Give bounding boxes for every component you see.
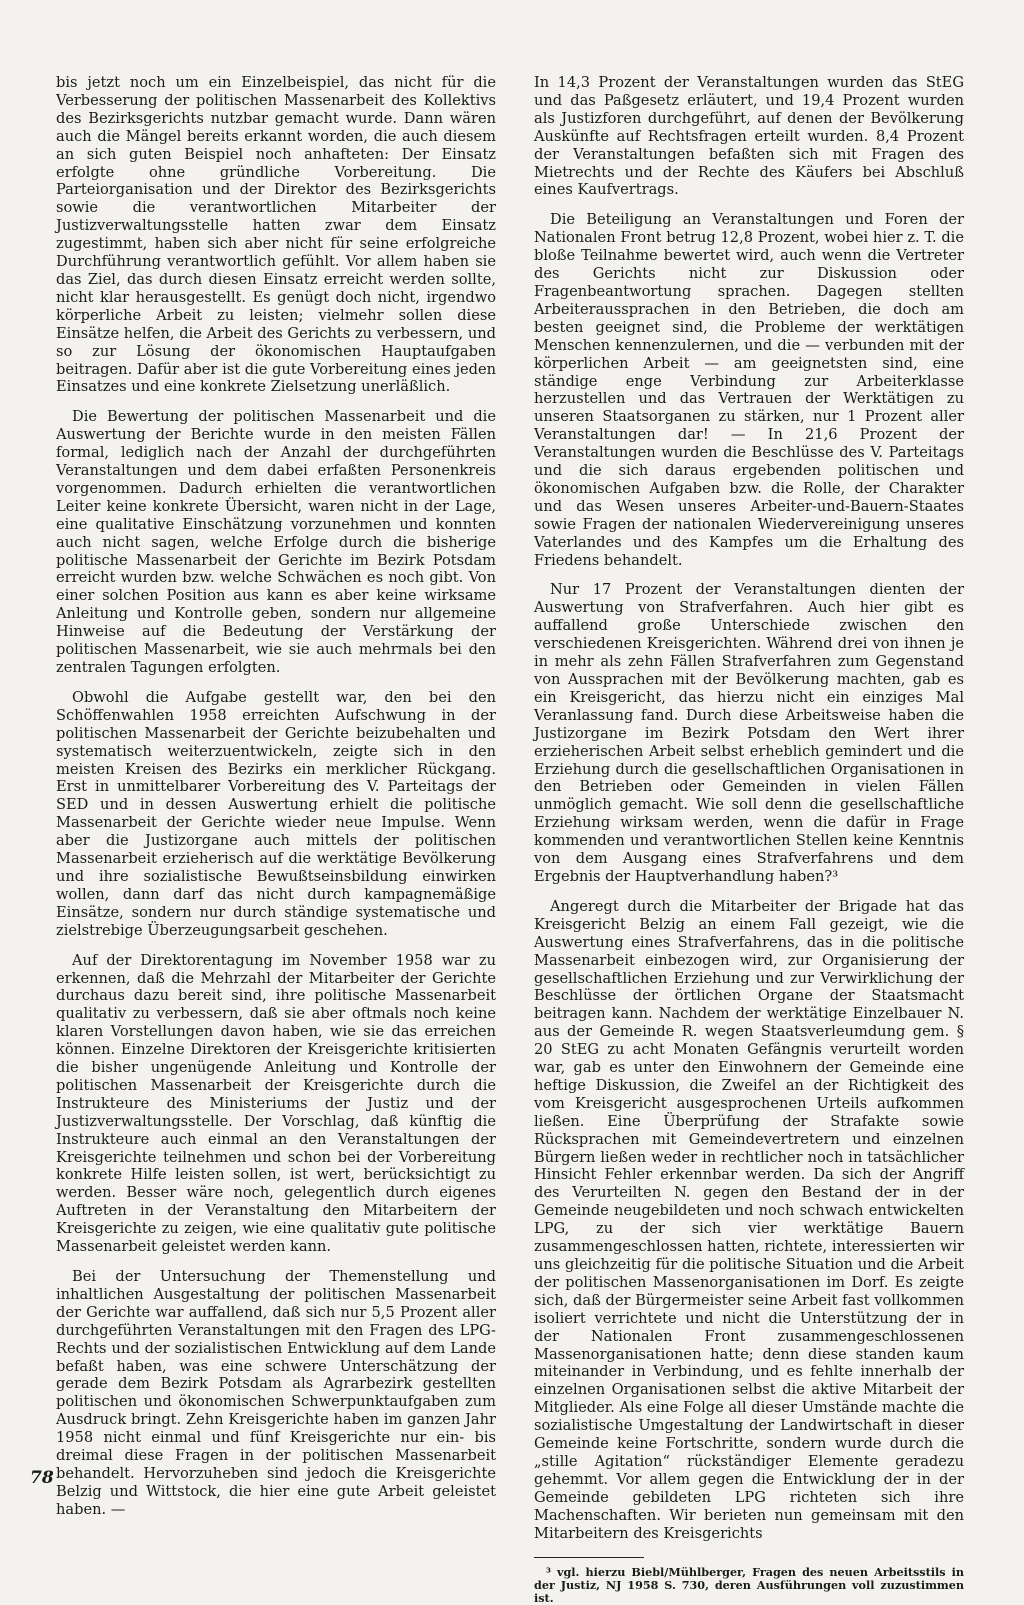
paragraph: Auf der Direktorentagung im November 1958 war zu erkennen, daß die Mehrzahl der Mitarbeiter der Gerichte durchaus dazu bereit sind, ihre politische Massenarbeit qualitativ zu verbessern, daß sie aber oftmals noch keine klaren Vorstellungen davon haben, wie sie das erreichen können. Einzelne Direktoren der Kreisgerichte kritisierten die bisher ungenügende Anleitung und Kontrolle der politischen Massenarbeit der Kreisgerichte durch die Instrukteure des Ministeriums der Justiz und der Justizverwaltungsstelle. Der Vorschlag, daß künftig die Instrukteure auch einmal an den Veranstaltungen der Kreisgerichte teilnehmen und schon bei der Vorbereitung konkrete Hilfe leisten sollen, ist wert, berücksichtigt zu werden. Besser wäre noch, gelegentlich durch eigenes Auftreten in der Veranstaltung den Mitarbeitern der Kreisgerichte zu zeigen, wie eine qualitativ gute politische Massenarbeit geleistet werden kann.: [56, 952, 496, 1256]
paragraph: Nur 17 Prozent der Veranstaltungen dienten der Auswertung von Strafverfahren. Auch hier gibt es auffallend große Unterschiede zwischen den verschiedenen Kreisgerichten. Während drei von ihnen je in mehr als zehn Fällen Strafverfahren zum Gegenstand von Aussprachen mit der Bevölkerung machten, gab es ein Kreisgericht, das hierzu nicht ein einziges Mal Veranlassung fand. Durch diese Arbeitsweise haben die Justizorgane im Bezirk Potsdam den Wert ihrer erzieherischen Arbeit selbst erheblich gemindert und die Erziehung durch die gesellschaftlichen Organisationen in den Betrieben oder Gemeinden in vielen Fällen unmöglich gemacht. Wie soll denn die gesellschaftliche Erziehung wirksam werden, wenn die dafür in Frage kommenden und verantwortlichen Stellen keine Kenntnis von dem Ausgang eines Strafverfahrens und dem Ergebnis der Hauptverhandlung haben?³: [534, 581, 964, 885]
page-number: 78: [30, 1468, 54, 1488]
paragraph: Bei der Untersuchung der Themenstellung und inhaltlichen Ausgestaltung der politischen Massenarbeit der Gerichte war auffallend, daß sich nur 5,5 Prozent aller durchgeführten Veranstaltungen mit den Fragen des LPG-Rechts und der sozialistischen Entwicklung auf dem Lande befaßt haben, was eine schwere Unterschätzung der gerade dem Bezirk Potsdam als Agrarbezirk gestellten politischen und ökonomischen Schwerpunktaufgaben zum Ausdruck bringt. Zehn Kreisgerichte haben im ganzen Jahr 1958 nicht einmal und fünf Kreisgerichte nur ein- bis dreimal diese Fragen in der politischen Massenarbeit behandelt. Hervorzuheben sind jedoch die Kreisgerichte Belzig und Wittstock, die hier eine gute Arbeit geleistet haben. —: [56, 1268, 496, 1519]
paragraph: bis jetzt noch um ein Einzelbeispiel, das nicht für die Verbesserung der politischen Massenarbeit des Kollektivs des Bezirksgerichts nutzbar gemacht wurde. Dann wären auch die Mängel bereits erkannt worden, die auch diesem an sich guten Beispiel noch anhafteten: Der Einsatz erfolgte ohne gründliche Vorbereitung. Die Parteiorganisation und der Direktor des Bezirksgerichts sowie die verantwortlichen Mitarbeiter der Justizverwaltungsstelle hatten zwar dem Einsatz zugestimmt, haben sich aber nicht für seine erfolgreiche Durchführung verantwortlich gefühlt. Vor allem haben sie das Ziel, das durch diesen Einsatz erreicht werden sollte, nicht klar herausgestellt. Es genügt doch nicht, irgendwo körperliche Arbeit zu leisten; vielmehr sollen diese Einsätze helfen, die Arbeit des Gerichts zu verbessern, und so zur Lösung der ökonomischen Hauptaufgaben beitragen. Dafür aber ist die gute Vorbereitung eines jeden Einsatzes und eine konkrete Zielsetzung unerläßlich.: [56, 74, 496, 396]
paragraph: Obwohl die Aufgabe gestellt war, den bei den Schöffenwahlen 1958 erreichten Aufschwung in der politischen Massenarbeit der Gerichte beizubehalten und systematisch weiterzuentwickeln, zeigte sich in den meisten Kreisen des Bezirks ein merklicher Rückgang. Erst in unmittelbarer Vorbereitung des V. Parteitags der SED und in dessen Auswertung erhielt die politische Massenarbeit der Gerichte wieder neue Impulse. Wenn aber die Justizorgane auch mittels der politischen Massenarbeit erzieherisch auf die werktätige Bevölkerung und ihre sozialistische Bewußtseinsbildung einwirken wollen, dann darf das nicht durch kampagnemäßige Einsätze, sondern nur durch ständige systematische und zielstrebige Überzeugungsarbeit geschehen.: [56, 689, 496, 940]
footnote: ³ vgl. hierzu Biebl/Mühlberger, Fragen des neuen Arbeitsstils in der Justiz, NJ 1958 S. 730, deren Ausführungen voll zuzustimmen ist.: [534, 1566, 964, 1605]
paragraph: Die Bewertung der politischen Massenarbeit und die Auswertung der Berichte wurde in den meisten Fällen formal, lediglich nach der Anzahl der durchgeführten Veranstaltungen und dem dabei erfaßten Personenkreis vorgenommen. Dadurch erhielten die verantwortlichen Leiter keine konkrete Übersicht, waren nicht in der Lage, eine qualitative Einschätzung vorzunehmen und konnten auch nicht sagen, welche Erfolge durch die bisherige politische Massenarbeit der Gerichte im Bezirk Potsdam erreicht wurden bzw. welche Schwächen es noch gibt. Von einer solchen Position aus kann es aber keine wirksame Anleitung und Kontrolle geben, sondern nur allgemeine Hinweise auf die Bedeutung der Verstärkung der politischen Massenarbeit, wie sie auch mehrmals bei den zentralen Tagungen erfolgten.: [56, 408, 496, 677]
right-column: [534, 74, 964, 1605]
paragraph: Die Beteiligung an Veranstaltungen und Foren der Nationalen Front betrug 12,8 Prozent, wobei hier z. T. die bloße Teilnahme bewertet wird, auch wenn die Vertreter des Gerichts nicht zur Diskussion oder Fragenbeantwortung sprachen. Dagegen stellten Arbeiteraussprachen in den Betrieben, die doch am besten geeignet sind, die Probleme der werktätigen Menschen kennenzulernen, und die — verbunden mit der körperlichen Arbeit — am geeignetsten sind, eine ständige enge Verbindung zur Arbeiterklasse herzustellen und das Vertrauen der Werktätigen zu unseren Staatsorganen zu stärken, nur 1 Prozent aller Veranstaltungen dar! — In 21,6 Prozent der Veranstaltungen wurden die Beschlüsse des V. Parteitags und die sich daraus ergebenden politischen und ökonomischen Aufgaben bzw. die Rolle, der Charakter und das Wesen unseres Arbeiter-und-Bauern-Staates sowie Fragen der nationalen Wiedervereinigung unseres Vaterlandes und des Kampfes um die Erhaltung des Friedens behandelt.: [534, 211, 964, 569]
paragraph: In 14,3 Prozent der Veranstaltungen wurden das StEG und das Paßgesetz erläutert, und 19,4 Prozent wurden als Justizforen durchgeführt, auf denen der Bevölkerung Auskünfte auf Rechtsfragen erteilt wurden. 8,4 Prozent der Veranstaltungen befaßten sich mit Fragen des Mietrechts und der Rechte des Käufers bei Abschluß eines Kaufvertrags.: [534, 74, 964, 199]
paragraph: Angeregt durch die Mitarbeiter der Brigade hat das Kreisgericht Belzig an einem Fall gezeigt, wie die Auswertung eines Strafverfahrens, das in die politische Massenarbeit einbezogen wird, zur Organisierung der gesellschaftlichen Erziehung und zur Verwirklichung der Beschlüsse der örtlichen Organe der Staatsmacht beitragen kann. Nachdem der werktätige Einzelbauer N. aus der Gemeinde R. wegen Staatsverleumdung gem. § 20 StEG zu acht Monaten Gefängnis verurteilt worden war, gab es unter den Einwohnern der Gemeinde eine heftige Diskussion, die Zweifel an der Richtigkeit des vom Kreisgericht ausgesprochenen Urteils aufkommen ließen. Eine Überprüfung der Strafakte sowie Rücksprachen mit Gemeindevertretern und einzelnen Bürgern ließen weder in rechtlicher noch in tatsächlicher Hinsicht Fehler erkennbar werden. Da sich der Angriff des Verurteilten N. gegen den Bestand der in der Gemeinde neugebildeten und noch schwach entwickelten LPG, zu der sich vier werktätige Bauern zusammengeschlossen hatten, richtete, interessierten wir uns gleichzeitig für die politische Situation und die Arbeit der politischen Massenorganisationen im Dorf. Es zeigte sich, daß der Bürgermeister seine Arbeit fast vollkommen isoliert verrichtete und nicht die Unterstützung der in der Nationalen Front zusammengeschlossenen Massenorganisationen hatte; denn diese standen kaum miteinander in Verbindung, und es fehlte innerhalb der einzelnen Organisationen selbst die aktive Mitarbeit der Mitglieder. Als eine Folge all dieser Umstände machte die sozialistische Umgestaltung der Landwirtschaft in dieser Gemeinde keine Fortschritte, sondern wurde durch die „stille Agitation“ rückständiger Elemente geradezu gehemmt. Vor allem gegen die Entwicklung der in der Gemeinde gebildeten LPG richteten sich ihre Machenschaften. Wir berieten nun gemeinsam mit den Mitarbeitern des Kreisgerichts: [534, 898, 964, 1543]
footnote-divider: [534, 1557, 644, 1558]
left-column: [56, 74, 496, 1531]
